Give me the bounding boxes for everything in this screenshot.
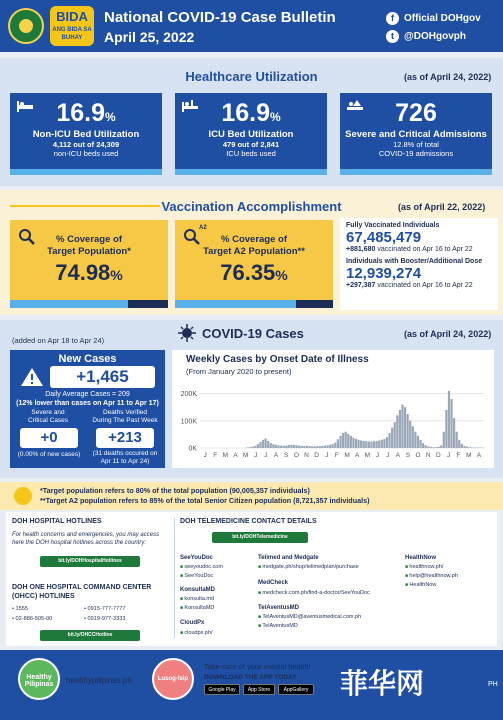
seeyoudoc-name: SeeYouDoc xyxy=(180,555,213,561)
bar xyxy=(334,443,336,448)
non-icu-unit: % xyxy=(105,110,116,124)
bar xyxy=(399,410,401,448)
bar xyxy=(296,445,298,448)
icu-number: 16.9 xyxy=(221,99,270,127)
icu-unit: % xyxy=(270,110,281,124)
bar xyxy=(332,444,334,448)
watermark: 菲华网 xyxy=(340,667,425,700)
daily-average-line1: Daily Average Cases = 209 xyxy=(45,391,130,398)
bar xyxy=(306,446,308,448)
konsulta-name: KonsultaMD xyxy=(180,587,215,593)
non-icu-label: Non-ICU Bed Utilization xyxy=(32,129,140,140)
facebook-icon: f xyxy=(386,12,399,25)
konsulta-web[interactable]: ■ konsulta.md xyxy=(180,596,214,602)
a2-badge: A2 xyxy=(199,225,207,231)
bar xyxy=(469,447,471,448)
seeyoudoc-web[interactable]: ■ seeyoudoc.com xyxy=(180,564,223,570)
coverage-target-unit: % xyxy=(110,267,123,283)
x-tick-label: N xyxy=(425,452,431,459)
cloudpx-name: CloudPx xyxy=(180,620,205,626)
booster-delta-text: vaccinated on Apr 16 to Apr 22 xyxy=(375,282,473,289)
new-cases-label: New Cases xyxy=(58,353,117,365)
telemedicine-title: DOH TELEMEDICINE CONTACT DETAILS xyxy=(180,518,317,525)
x-tick-label: A xyxy=(355,452,360,459)
coverage-a2-number: 76.35 xyxy=(220,260,276,285)
bar xyxy=(463,446,465,448)
virus-icon xyxy=(178,324,196,342)
coverage-target-bar xyxy=(10,300,168,308)
deaths-label2: During The Past Week xyxy=(92,417,158,424)
cases-as-of: (as of April 24, 2022) xyxy=(404,329,492,339)
ohcc-title2: (OHCC) HOTLINES xyxy=(12,593,75,600)
bar xyxy=(414,432,416,448)
bed-icon xyxy=(16,99,34,113)
bar xyxy=(450,399,452,448)
x-tick-label: A xyxy=(476,452,482,459)
vaccinated-totals xyxy=(340,218,498,310)
bar xyxy=(342,433,344,448)
x-tick-label: S xyxy=(405,452,411,459)
severe-admissions-sub2: COVID-19 admissions xyxy=(378,149,454,158)
cases-added-range: (added on Apr 18 to Apr 24) xyxy=(12,336,105,345)
bar xyxy=(438,447,440,448)
x-tick-label: J xyxy=(375,452,380,459)
x-tick-label: J xyxy=(254,452,258,459)
bar xyxy=(456,432,458,448)
non-icu-card xyxy=(10,93,162,175)
bar xyxy=(368,441,370,448)
bar xyxy=(407,414,409,448)
coverage-a2-label1: % Coverage of xyxy=(221,234,287,245)
bida-logo-text: BIDA xyxy=(56,9,88,24)
x-tick-label: O xyxy=(293,452,299,459)
hospital-hotlines-desc xyxy=(12,531,159,547)
fully-delta-number: +881,680 xyxy=(346,246,376,253)
y-tick-label: 200K xyxy=(180,391,197,399)
mental-health-text: Take care of your mental health! xyxy=(204,662,311,671)
coverage-a2-value xyxy=(175,260,333,286)
bar xyxy=(355,439,357,448)
x-tick-label: J xyxy=(203,452,207,459)
booster-delta-number: +297,387 xyxy=(346,282,376,289)
app-store-button[interactable]: App Store xyxy=(243,684,275,695)
critical-patient-icon xyxy=(346,99,364,113)
x-tick-label: M xyxy=(344,452,350,459)
fully-vaccinated-value: 67,485,479 xyxy=(346,229,422,246)
cases-title: COVID-19 Cases xyxy=(202,326,304,341)
televentus-email[interactable]: ■ TelAventusMD@aventusmedical.com.ph xyxy=(258,614,361,620)
bar xyxy=(324,446,326,448)
healthy-pilipinas-logo: Healthy Pilipinas xyxy=(18,658,60,700)
bar xyxy=(314,446,316,448)
deaths-note1: (31 deaths occured on xyxy=(92,450,158,457)
x-tick-label: M xyxy=(364,452,371,459)
facebook-label: Official DOHgov xyxy=(404,13,481,24)
healthnow-web[interactable]: ■ healthnow.ph/ xyxy=(405,564,443,570)
magnifier-icon xyxy=(18,228,36,246)
bar xyxy=(293,445,295,448)
twitter-label: @DOHgovph xyxy=(404,31,466,42)
bar xyxy=(422,443,424,448)
bar xyxy=(339,436,341,448)
severe-label1: Severe and xyxy=(31,409,65,416)
x-tick-label: N xyxy=(304,452,309,459)
y-tick-label: 0K xyxy=(188,445,197,453)
bulletin-title: National COVID-19 Case Bulletin xyxy=(104,9,336,26)
x-tick-label: M xyxy=(222,452,229,459)
bar xyxy=(337,439,339,448)
telimed-name: Telimed and Medgate xyxy=(258,555,319,561)
medcheck-web[interactable]: ■ medcheck.com.ph/find-a-doctor/SeeYouDoc xyxy=(258,590,370,596)
bar xyxy=(319,446,321,448)
bar xyxy=(373,441,375,448)
healthnow-name: HealthNow xyxy=(405,555,437,561)
daily-average xyxy=(10,390,165,408)
hotlines-desc2: here the DOH hospital hotlines across the country: xyxy=(12,540,147,546)
bida-logo-sub: ANG BIDA SA BUHAY xyxy=(52,27,92,41)
ohcc-number-3: • 02-886-505-00 xyxy=(12,616,53,622)
bar xyxy=(316,446,318,448)
bar xyxy=(417,436,419,448)
bar xyxy=(280,446,282,448)
weekly-cases-plot xyxy=(172,350,494,468)
bar xyxy=(466,447,468,448)
bar xyxy=(412,426,414,448)
vaccination-as-of: (as of April 22, 2022) xyxy=(398,202,486,212)
bar xyxy=(453,418,455,448)
bar xyxy=(471,447,473,448)
deaths-note xyxy=(88,450,162,466)
healthnow-app[interactable]: ■ HealthNow xyxy=(405,582,436,588)
bar xyxy=(448,391,450,448)
bar xyxy=(246,447,248,448)
x-tick-label: O xyxy=(415,452,421,459)
bar xyxy=(308,446,310,448)
x-tick-label: J xyxy=(386,452,390,459)
bar xyxy=(435,447,437,448)
footnote-target-population: *Target population refers to 80% of the total population (90,005,357 individuals) xyxy=(40,486,310,495)
bar xyxy=(401,404,403,448)
bar xyxy=(259,442,261,448)
bar xyxy=(298,446,300,448)
bar xyxy=(327,445,329,448)
bar xyxy=(360,440,362,448)
severe-label2: Critical Cases xyxy=(27,417,69,424)
footnote-a2-population: **Target A2 population refers to 85% of the total Senior Citizen population (8,721,357 individuals) xyxy=(40,496,370,505)
coverage-target-label2: Target Population* xyxy=(47,246,131,257)
severe-admissions-label: Severe and Critical Admissions xyxy=(345,129,487,140)
healthy-pilipinas-url[interactable]: healthypilipinas.ph xyxy=(66,676,132,685)
icu-bed-icon xyxy=(181,99,199,113)
severe-admissions-number: 726 xyxy=(395,99,437,127)
bar xyxy=(443,432,445,448)
deaths-label1: Deaths Verified xyxy=(102,409,148,416)
new-cases-value: +1,465 xyxy=(50,366,155,388)
bar xyxy=(386,437,388,448)
x-tick-label: J xyxy=(264,452,268,459)
coverage-target-label1: % Coverage of xyxy=(56,234,122,245)
bar xyxy=(277,445,279,448)
bar xyxy=(445,410,447,448)
severe-critical-value: +0 xyxy=(20,428,78,448)
bar xyxy=(388,433,390,448)
google-play-button[interactable]: Google Play xyxy=(204,684,240,695)
chart-subtitle: (From January 2020 to present) xyxy=(186,367,292,376)
lusog-isip-logo: Lusog-Isip xyxy=(152,658,194,700)
seeyoudoc-fb[interactable]: ■ SeeYouDoc xyxy=(180,573,213,579)
healthcare-as-of: (as of April 24, 2022) xyxy=(404,72,492,82)
hotlines-divider xyxy=(174,518,175,638)
telemedicine-link[interactable]: bit.ly/DOHTelemedicine xyxy=(212,532,308,543)
bar xyxy=(321,446,323,448)
weekly-cases-chart xyxy=(172,350,494,468)
bar xyxy=(283,446,285,448)
konsulta-fb[interactable]: ■ KonsultaMD xyxy=(180,605,214,611)
coverage-a2-card xyxy=(175,220,333,308)
icu-sub2: ICU beds used xyxy=(226,149,276,158)
chart-title: Weekly Cases by Onset Date of Illness xyxy=(186,354,369,365)
bar xyxy=(381,440,383,448)
bida-logo xyxy=(50,6,94,46)
bar xyxy=(311,446,313,448)
facebook-link[interactable] xyxy=(386,12,481,25)
bar xyxy=(365,441,367,448)
bar xyxy=(404,407,406,448)
bulletin-date: April 25, 2022 xyxy=(104,29,195,45)
corner-label: PH xyxy=(488,681,498,688)
x-tick-label: D xyxy=(314,452,319,459)
ohcc-title1: DOH ONE HOSPITAL COMMAND CENTER xyxy=(12,584,152,591)
bar xyxy=(249,447,251,448)
deaths-label xyxy=(88,409,162,425)
bar xyxy=(409,421,411,448)
bar xyxy=(394,422,396,448)
bar xyxy=(347,434,349,448)
bar xyxy=(345,432,347,448)
coverage-target-value xyxy=(10,260,168,286)
x-tick-label: M xyxy=(466,452,472,459)
doh-seal-icon xyxy=(8,8,44,44)
warning-icon xyxy=(20,367,44,387)
bar xyxy=(252,447,254,448)
bar xyxy=(461,444,463,448)
healthnow-email[interactable]: ■ help@healthnow.ph xyxy=(405,573,458,579)
bar xyxy=(272,444,274,448)
daily-average-line2: (12% lower than cases on Apr 11 to Apr 17) xyxy=(16,400,159,407)
bar xyxy=(427,446,429,448)
bar xyxy=(262,440,264,448)
bar xyxy=(265,438,267,448)
icu-label: ICU Bed Utilization xyxy=(208,129,294,140)
fully-delta-text: vaccinated on Apr 16 to Apr 22 xyxy=(375,246,473,253)
bar xyxy=(303,446,305,448)
y-tick-label: 100K xyxy=(180,418,197,426)
bar xyxy=(357,440,359,448)
cloudpx-web[interactable]: ■ cloudpx.ph/ xyxy=(180,630,213,636)
bar xyxy=(383,439,385,448)
hotlines-desc1: For health concerns and emergencies, you may access xyxy=(12,532,160,538)
coverage-a2-bar-fill xyxy=(175,300,296,308)
ohcc-number-1: • 1555 xyxy=(12,606,28,612)
non-icu-number: 16.9 xyxy=(56,99,105,127)
x-tick-label: A xyxy=(233,452,238,459)
severe-critical-note: (0.00% of new cases) xyxy=(17,451,81,458)
hospital-hotlines-title: DOH HOSPITAL HOTLINES xyxy=(12,518,102,525)
bar xyxy=(391,428,393,448)
bar xyxy=(329,445,331,448)
bar xyxy=(257,444,259,448)
deaths-note2: Apr 11 to Apr 24) xyxy=(100,458,150,465)
bar xyxy=(350,436,352,448)
twitter-icon: t xyxy=(386,30,399,43)
x-tick-label: S xyxy=(284,452,289,459)
bar xyxy=(267,441,269,448)
download-app-text: DOWNLOAD THE APP TODAY xyxy=(204,674,297,681)
televentus-fb[interactable]: ■ TelAventusMD xyxy=(258,623,298,629)
bar xyxy=(254,446,256,448)
info-icon xyxy=(14,487,32,505)
bar xyxy=(396,415,398,448)
bar xyxy=(458,440,460,448)
bar xyxy=(275,445,277,448)
ohcc-number-2: • 0915-777-7777 xyxy=(84,606,126,612)
bar xyxy=(440,445,442,448)
x-tick-label: M xyxy=(242,452,249,459)
x-tick-label: F xyxy=(213,452,218,459)
bar xyxy=(288,445,290,448)
coverage-a2-label2: Target A2 Population** xyxy=(203,246,305,257)
booster-value: 12,939,274 xyxy=(346,265,422,282)
bar xyxy=(430,447,432,448)
healthcare-title: Healthcare Utilization xyxy=(185,69,318,84)
non-icu-sub1: 4,112 out of 24,309 xyxy=(52,140,120,149)
icu-sub1: 479 out of 2,841 xyxy=(222,140,280,149)
televentus-name: TelAventusMD xyxy=(258,605,300,611)
twitter-link[interactable] xyxy=(386,30,466,43)
deaths-value: +213 xyxy=(96,428,154,448)
fully-vaccinated-delta xyxy=(346,246,492,253)
bar xyxy=(290,445,292,448)
header-bar xyxy=(0,0,503,52)
bar xyxy=(270,443,272,448)
fully-vaccinated-label: Fully Vaccinated Individuals xyxy=(346,222,440,229)
icu-card xyxy=(175,93,327,175)
bar xyxy=(352,438,354,448)
bar xyxy=(370,441,372,448)
x-tick-label: A xyxy=(273,452,279,459)
telimed-web[interactable]: ■ medgate.ph/shop/telimedplan/purchase xyxy=(258,564,359,570)
booster-delta xyxy=(346,282,492,289)
hospital-hotlines-link[interactable]: bit.ly/DOHHospitalHotlines xyxy=(40,556,140,567)
new-cases-box xyxy=(10,350,165,468)
bar xyxy=(285,446,287,448)
vaccination-title: Vaccination Accomplishment xyxy=(161,199,342,214)
bar xyxy=(425,445,427,448)
x-tick-label: F xyxy=(334,452,339,459)
bar xyxy=(419,440,421,448)
ohcc-number-4: • 0919-977-3333 xyxy=(84,616,126,622)
x-tick-label: J xyxy=(446,452,451,459)
bar xyxy=(432,447,434,448)
x-tick-label: A xyxy=(395,452,400,459)
coverage-a2-bar xyxy=(175,300,333,308)
bar xyxy=(378,440,380,448)
app-gallery-button[interactable]: AppGallery xyxy=(278,684,314,695)
coverage-target-bar-fill xyxy=(10,300,128,308)
coverage-a2-unit: % xyxy=(275,267,288,283)
severe-admissions-card xyxy=(340,93,492,175)
severe-critical-label xyxy=(14,409,82,425)
bar xyxy=(301,446,303,448)
bar xyxy=(363,441,365,448)
severe-admissions-sub1: 12.8% of total xyxy=(393,140,439,149)
non-icu-sub2: non-ICU beds used xyxy=(53,149,119,158)
booster-label: Individuals with Booster/Additional Dose xyxy=(346,258,483,265)
coverage-target-number: 74.98 xyxy=(55,260,111,285)
x-tick-label: J xyxy=(325,452,329,459)
medcheck-name: MedCheck xyxy=(258,580,289,586)
coverage-target-card xyxy=(10,220,168,308)
x-tick-label: F xyxy=(456,452,461,459)
x-tick-label: D xyxy=(436,452,441,459)
ohcc-link[interactable]: bit.ly/OHCCHotline xyxy=(40,630,140,641)
bar xyxy=(376,441,378,448)
